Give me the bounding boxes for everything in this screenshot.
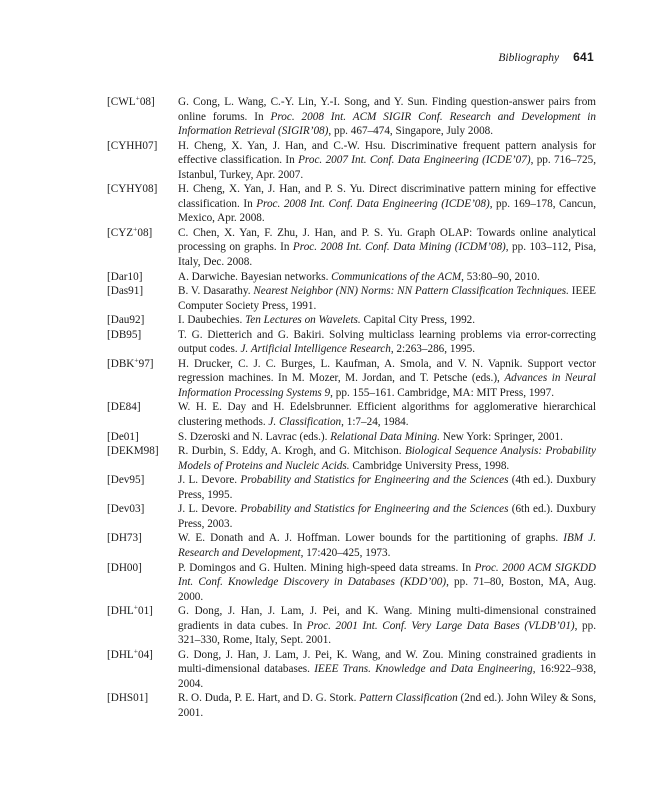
bib-entry bbox=[107, 182, 596, 226]
citation-text: R. O. Duda, P. E. Hart, and D. G. Stork. Pattern Classification (2nd ed.). John Wiley & Sons, 2001. bbox=[178, 692, 597, 719]
page-number: 641 bbox=[573, 50, 594, 64]
citation-text: G. Dong, J. Han, J. Lam, J. Pei, and K. Wang. Mining multi-dimensional constrained gradients in data cubes. In Proc. 2001 Int. Conf. Very Large Data Bases (VLDB’01), pp. 321–330, Rome, Italy, Sept. 2001. bbox=[178, 605, 597, 647]
citation-text: S. Dzeroski and N. Lavrac (eds.). Relational Data Mining. New York: Springer, 2001. bbox=[178, 430, 563, 443]
citation-text: G. Cong, L. Wang, C.-Y. Lin, Y.-I. Song, and Y. Sun. Finding question-answer pairs from online forums. In Proc. 2008 Int. ACM SIGIR Conf. Research and Development in Information Retrieval (SIGIR’08), pp. 467–474, Singapore, July 2008. bbox=[178, 96, 596, 138]
bib-entry bbox=[107, 95, 596, 139]
citation-text: G. Dong, J. Han, J. Lam, J. Pei, K. Wang, and W. Zou. Mining constrained gradients in multi-dimensional databases. IEEE Trans. Knowledge and Data Engineering, 16:922–938, 2004. bbox=[178, 648, 597, 690]
citation-text: A. Darwiche. Bayesian networks. Communications of the ACM, 53:80–90, 2010. bbox=[178, 270, 540, 283]
bib-entry bbox=[107, 444, 596, 473]
citation-text: H. Drucker, C. J. C. Burges, L. Kaufman, A. Smola, and V. N. Vapnik. Support vector regression machines. In M. Mozer, M. Jordan, and T. Petsche (eds.), Advances in Neural Information Processing Systems 9, pp. 155–161. Cambridge, MA: MIT Press, 1997. bbox=[178, 357, 596, 399]
bib-entry bbox=[107, 400, 596, 429]
bib-entry bbox=[107, 357, 596, 401]
bib-entry bbox=[107, 328, 596, 357]
bib-entry bbox=[107, 139, 596, 183]
citation-key: [CYHH07] bbox=[107, 139, 158, 152]
citation-text: H. Cheng, X. Yan, J. Han, and C.-W. Hsu. Discriminative frequent pattern analysis for effective classification. In Proc. 2007 Int. Conf. Data Engineering (ICDE’07), pp. 716–725, Istanbul, Turkey, Apr. 2007. bbox=[178, 139, 596, 181]
citation-text: C. Chen, X. Yan, F. Zhu, J. Han, and P. S. Yu. Graph OLAP: Towards online analytical processing on graphs. In Proc. 2008 Int. Conf. Data Mining (ICDM’08), pp. 103–112, Pisa, Italy, Dec. 2008. bbox=[178, 226, 596, 269]
citation-key: [DH73] bbox=[107, 532, 142, 545]
citation-key: [Dar10] bbox=[107, 270, 143, 283]
bib-entry bbox=[107, 648, 596, 692]
citation-key: [DH00] bbox=[107, 561, 142, 574]
bibliography-list bbox=[107, 95, 596, 721]
citation-text: P. Domingos and G. Hulten. Mining high-speed data streams. In Proc. 2000 ACM SIGKDD Int. Conf. Knowledge Discovery in Databases (KDD’00), pp. 71–80, Boston, MA, Aug. 2000. bbox=[178, 561, 596, 603]
citation-key: [DE84] bbox=[107, 401, 141, 414]
bib-entry bbox=[107, 430, 596, 445]
citation-text: I. Daubechies. Ten Lectures on Wavelets. Capital City Press, 1992. bbox=[178, 314, 476, 327]
bib-entry bbox=[107, 691, 596, 720]
bib-entry bbox=[107, 531, 596, 560]
bib-entry bbox=[107, 226, 596, 270]
citation-text: W. H. E. Day and H. Edelsbrunner. Efficient algorithms for agglomerative hierarchical clustering methods. J. Classification, 1:7–24, 1984. bbox=[178, 401, 596, 429]
citation-text: T. G. Dietterich and G. Bakiri. Solving multiclass learning problems via error-correcting output codes. J. Artificial Intelligence Research, 2:263–286, 1995. bbox=[178, 328, 596, 356]
citation-key: [DEKM98] bbox=[107, 445, 159, 458]
bib-entry bbox=[107, 473, 596, 502]
citation-key: [DHL+04] bbox=[107, 646, 153, 661]
citation-key: [De01] bbox=[107, 430, 139, 443]
bib-entry bbox=[107, 270, 596, 285]
citation-key: [Dau92] bbox=[107, 314, 145, 327]
citation-key: [Das91] bbox=[107, 285, 144, 298]
running-header bbox=[498, 50, 594, 64]
citation-key: [CYZ+08] bbox=[107, 224, 153, 239]
citation-key: [DHL+01] bbox=[107, 602, 153, 618]
bib-entry bbox=[107, 284, 596, 313]
citation-text: B. V. Dasarathy. Nearest Neighbor (NN) Norms: NN Pattern Classification Techniques. IEEE Computer Society Press, 1991. bbox=[178, 285, 596, 312]
bib-entry bbox=[107, 502, 596, 531]
citation-text: H. Cheng, X. Yan, J. Han, and P. S. Yu. Direct discriminative pattern mining for effective classification. In Proc. 2008 Int. Conf. Data Engineering (ICDE’08), pp. 169–178, Cancun, Mexico, Apr. 2008. bbox=[178, 183, 596, 225]
citation-key: [DHS01] bbox=[107, 692, 149, 705]
citation-text: W. E. Donath and A. J. Hoffman. Lower bounds for the partitioning of graphs. IBM J. Research and Development, 17:420–425, 1973. bbox=[178, 532, 596, 559]
citation-text: R. Durbin, S. Eddy, A. Krogh, and G. Mitchison. Biological Sequence Analysis: Probability Models of Proteins and Nucleic Acids. Cambridge University Press, 1998. bbox=[178, 445, 596, 472]
citation-key: [Dev95] bbox=[107, 474, 145, 487]
bib-entry bbox=[107, 561, 596, 605]
running-title: Bibliography bbox=[498, 52, 560, 64]
citation-key: [CYHY08] bbox=[107, 183, 158, 196]
citation-key: [DB95] bbox=[107, 328, 142, 341]
bib-entry bbox=[107, 313, 596, 328]
citation-key: [Dev03] bbox=[107, 503, 145, 516]
citation-key: [DBK+97] bbox=[107, 355, 154, 370]
citation-text: J. L. Devore. Probability and Statistics for Engineering and the Sciences (6th ed.). Duxbury Press, 2003. bbox=[178, 503, 596, 530]
citation-text: J. L. Devore. Probability and Statistics for Engineering and the Sciences (4th ed.). Duxbury Press, 1995. bbox=[178, 474, 596, 501]
citation-key: [CWL+08] bbox=[107, 93, 155, 108]
bib-entry bbox=[107, 604, 596, 648]
